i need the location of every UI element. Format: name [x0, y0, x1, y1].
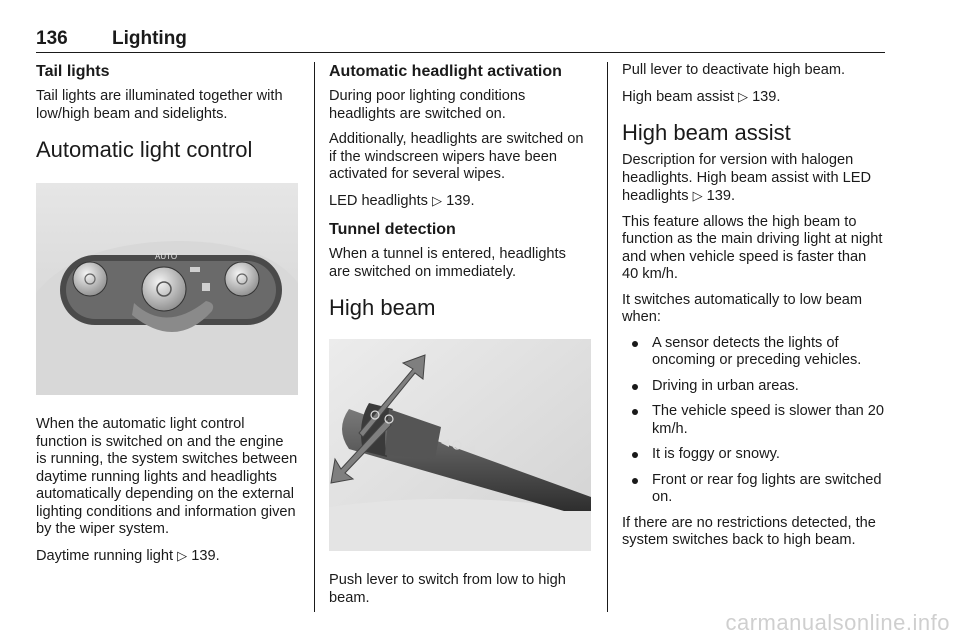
- reference-arrow-icon: ▷: [738, 88, 748, 104]
- column-divider: [607, 62, 608, 612]
- conditions-list: [622, 335, 886, 507]
- tail-lights-heading: Tail lights: [36, 63, 110, 80]
- tunnel-text: When a tunnel is entered, headlights are switched on immediately.: [329, 246, 566, 280]
- list-item: The vehicle speed is slower than 20 km/h.: [622, 403, 886, 438]
- tunnel-detection-heading: Tunnel detection: [329, 221, 456, 238]
- switch-low-beam-text: It switches automatically to low beam when:: [622, 291, 863, 325]
- auto-headlight-activation-heading: Automatic headlight activation: [329, 63, 562, 80]
- hba-ref[interactable]: 139.: [752, 88, 781, 105]
- list-item: It is foggy or snowy.: [622, 446, 886, 464]
- page-number: 136: [36, 28, 68, 49]
- watermark: carmanualsonline.info: [725, 610, 950, 635]
- column-3: [622, 62, 886, 558]
- led-text: LED headlights: [329, 192, 428, 209]
- hba-text: High beam assist: [622, 88, 734, 105]
- activation-text-2: Additionally, headlights are switched on if the windscreen wipers have been activated for several wipes.: [329, 131, 584, 182]
- list-item: Driving in urban areas.: [622, 378, 886, 396]
- reference-arrow-icon: ▷: [692, 188, 703, 203]
- feature-text: This feature allows the high beam to function as the main driving light at night and when vehicle speed is faster than 40 km/h.: [622, 213, 883, 282]
- tail-lights-text: Tail lights are illuminated together with low/high beam and sidelights.: [36, 88, 283, 122]
- column-2: [329, 62, 591, 615]
- automatic-light-control-heading: Automatic light control: [36, 137, 253, 162]
- reference-arrow-icon: ▷: [177, 547, 188, 563]
- drl-text: Daytime running light: [36, 547, 174, 564]
- pull-lever-text: Pull lever to deactivate high beam.: [622, 62, 846, 78]
- push-lever-text: Push lever to switch from low to high beam.: [329, 572, 566, 606]
- column-1: [36, 62, 298, 573]
- column-divider: [314, 62, 315, 612]
- light-switch-illustration: [36, 183, 298, 395]
- description-text: Description for version with halogen headlights. High beam assist with LED headlights: [622, 152, 872, 204]
- list-item: A sensor detects the lights of oncoming or preceding vehicles.: [622, 335, 886, 370]
- auto-label: AUTO: [155, 252, 178, 261]
- auto-light-text: When the automatic light control function is switched on and the engine is running, the system switches between daytime running lights and headlights automatically depending on the external lighting conditions and information given by the wiper system.: [36, 416, 298, 537]
- list-item: Front or rear fog lights are switched on.: [622, 472, 886, 507]
- lever-illustration: [329, 339, 591, 551]
- activation-text-1: During poor lighting conditions headlights are switched on.: [329, 88, 526, 122]
- high-beam-assist-heading: High beam assist: [622, 120, 791, 145]
- restore-text: If there are no restrictions detected, the system switches back to high beam.: [622, 514, 876, 548]
- led-ref[interactable]: 139.: [446, 192, 475, 209]
- high-beam-heading: High beam: [329, 295, 436, 320]
- drl-ref[interactable]: 139.: [191, 547, 220, 564]
- description-ref[interactable]: 139.: [706, 188, 736, 204]
- page-header: [36, 28, 885, 53]
- reference-arrow-icon: ▷: [432, 192, 443, 208]
- chapter-title: Lighting: [112, 28, 187, 49]
